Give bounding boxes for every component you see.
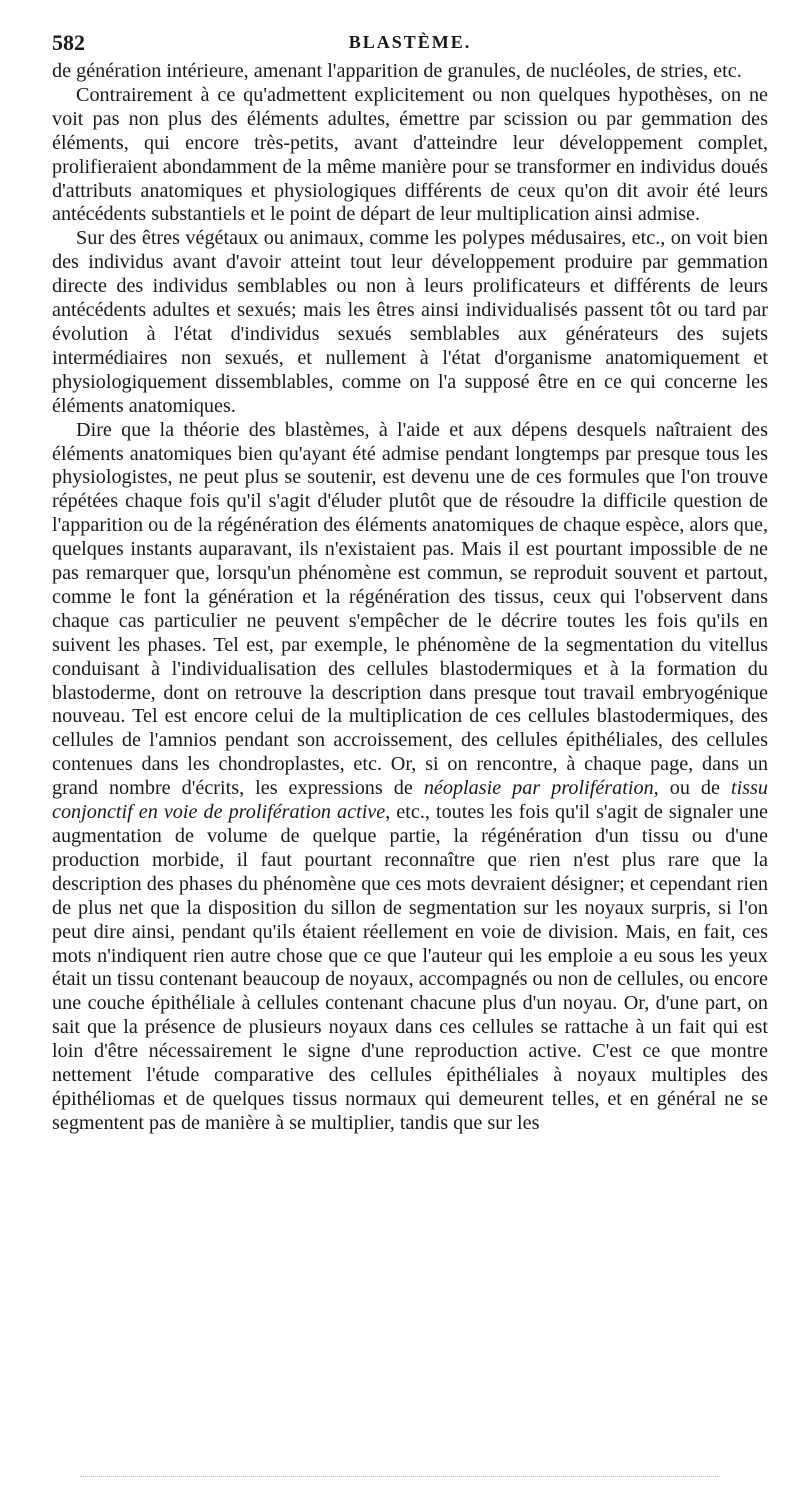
paragraph-continuation: de génération intérieure, amenant l'apparition de granules, de nucléoles, de stries, etc. (52, 60, 742, 82)
body-text (52, 60, 768, 1136)
paragraph-blastemes-part-1: Dire que la théorie des blastèmes, à l'aide et aux dépens desquels naîtraient des éléments anatomiques bien qu'ayant été admise pendant longtemps par presque tous les physiologistes, ne peut plus se soutenir, est devenu une de ces formules que l'on trouve répétées chaque fois qu'il s'agit d'éluder plutôt que de résoudre la difficile question de l'apparition ou de la régénération des éléments anatomiques de chaque espèce, alors que, quelques instants auparavant, ils n'existaient pas. Mais il est pourtant impossible de ne pas remarquer que, lorsqu'un phénomène est commun, se reproduit souvent et partout, comme le font la génération et la régénération des tissus, ceux qui l'observent dans chaque cas particulier ne peuvent s'empêcher de le décrire toutes les fois qu'ils en suivent les phases. Tel est, par exemple, le phénomène de la segmentation du vitellus conduisant à l'individualisation des cellules blastodermiques et à la formation du blastoderme, dont on retrouve la description dans presque tout travail embryogénique nouveau. Tel est encore celui de la multiplication de ces cellules blastodermiques, des cellules de l'amnios pendant son accroissement, des cellules épithéliales, des cellules contenues dans les chondroplastes, etc. Or, si on rencontre, à chaque page, dans un grand nombre d'écrits, les expressions de (52, 418, 768, 800)
paragraph-blastemes-part-2: , ou de (653, 777, 731, 800)
italic-term-neoplasie: néoplasie par prolifération (423, 777, 654, 800)
page-number: 582 (52, 30, 85, 55)
paragraph-blastemes-part-3: , etc., toutes les fois qu'il s'agit de signaler une augmentation de volume de quelque partie, la régénération d'un tissu ou d'une production morbide, il faut pourtant reconnaître que rien n'est plus rare que la description des phases du phénomène que ces mots devraient désigner; et cependant rien de plus net que la disposition du sillon de segmentation sur les noyaux surpris, si l'on peut dire ainsi, pendant qu'ils étaient réellement en voie de division. Mais, en fait, ces mots n'indiquent rien autre chose que ce que l'auteur qui les emploie a eu sous les yeux était un tissu contenant beaucoup de noyaux, accompagnés ou non de cellules, ou encore une couche épithéliale à cellules contenant chacune plus d'un noyau. Or, d'une part, on sait que la présence de plusieurs noyaux dans ces cellules se rattache à un fait qui est loin d'être nécessairement le signe d'une reproduction active. C'est ce que montre nettement l'étude comparative des cellules épithéliales à noyaux multiples des épithéliomas et de quelques tissus normaux qui demeurent telles, et en général ne se segmentent pas de manière à se multiplier, tandis que sur les (52, 801, 768, 1134)
paragraph-blastemes (52, 419, 768, 1136)
book-page (52, 30, 768, 1136)
paragraph-hypotheses: Contrairement à ce qu'admettent explicitement ou non quelques hypothèses, on ne voit pas non plus des éléments adultes, émettre par scission ou par gemmation des éléments, qui encore très-petits, avant d'atteindre leur développement complet, prolifieraient abondamment de la même manière pour se transformer en individus doués d'attributs anatomiques et physiologiques différents de ceux qu'on dit avoir été leurs antécédents substantiels et le point de départ de leur multiplication ainsi admise. (52, 83, 768, 226)
page-header (52, 30, 768, 60)
italic-term-tissu-conjonctif: tissu conjonctif en voie de prolifération active (52, 777, 768, 824)
running-title: BLASTÈME. (348, 32, 472, 52)
footer-dotted-rule (80, 1476, 720, 1477)
paragraph-polypes: Sur des êtres végétaux ou animaux, comme les polypes médusaires, etc., on voit bien des individus avant d'avoir atteint tout leur développement produire par gemmation directe des individus semblables ou non à leurs prolificateurs et différents de leurs antécédents adultes et sexués; mais les êtres ainsi individualisés passent tôt ou tard par évolution à l'état d'individus sexués semblables aux générateurs des sujets intermédiaires non sexués, et nullement à l'état d'organisme anatomiquement et physiologiquement dissemblables, comme on l'a supposé être en ce qui concerne les éléments anatomiques. (52, 227, 768, 417)
